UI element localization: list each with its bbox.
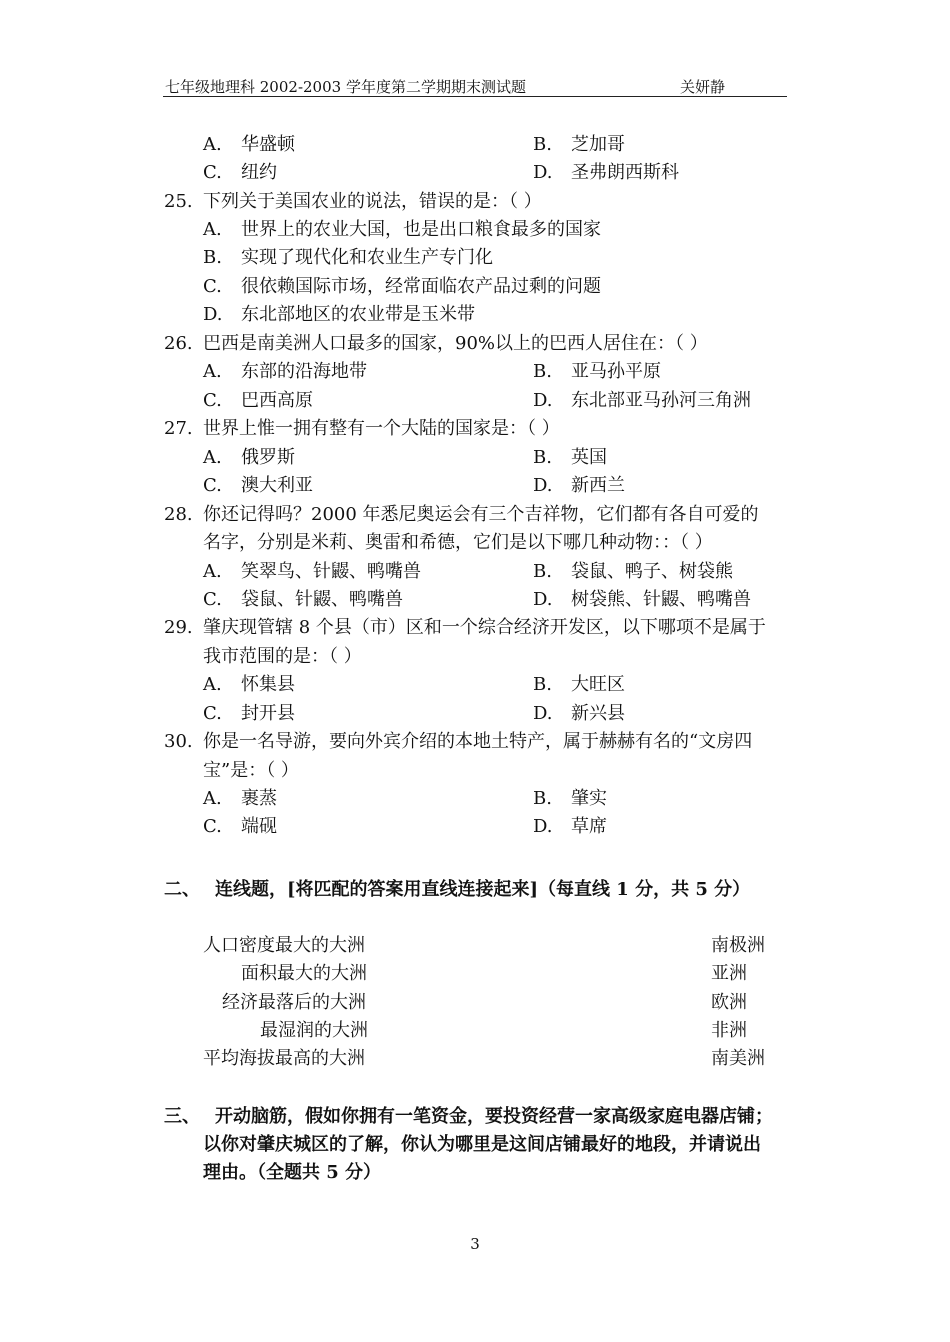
option-c: C. 袋鼠、针鼹、鸭嘴兽 [203,589,403,610]
match-left-item: 平均海拔最高的大洲 [203,1048,365,1069]
section-3-number: 三、 [164,1106,200,1127]
option-c: C. 封开县 [203,703,295,724]
match-left-item: 最湿润的大洲 [260,1020,368,1041]
option-a: A. 东部的沿海地带 [203,361,367,382]
option-c: C. 纽约 [203,162,277,183]
option-b: B. 英国 [533,447,607,468]
option-b: B. 实现了现代化和农业生产专门化 [203,247,493,268]
section-3-line: 以你对肇庆城区的了解，你认为哪里是这间店铺最好的地段，并请说出 [203,1134,761,1155]
header-divider [163,96,787,97]
option-b: B. 芝加哥 [533,134,625,155]
section-2-title: 连线题，[将匹配的答案用直线连接起来]（每直线 1 分，共 5 分） [215,879,751,900]
option-a: A. 世界上的农业大国，也是出口粮食最多的国家 [203,219,601,240]
match-right-item: 非洲 [711,1020,747,1041]
question-stem: 肇庆现管辖 8 个县（市）区和一个综合经济开发区，以下哪项不是属于 [203,617,766,638]
match-right-item: 南极洲 [711,935,765,956]
match-right-item: 南美洲 [711,1048,765,1069]
option-a: A. 怀集县 [203,674,295,695]
option-d: D. 圣弗朗西斯科 [533,162,679,183]
question-number: 29. [164,617,193,638]
match-left-item: 人口密度最大的大洲 [203,935,365,956]
option-d: D. 东北部亚马孙河三角洲 [533,390,751,411]
match-left-item: 经济最落后的大洲 [222,992,366,1013]
option-c: C. 端砚 [203,816,277,837]
option-a: A. 俄罗斯 [203,447,295,468]
option-b: B. 袋鼠、鸭子、树袋熊 [533,561,733,582]
option-c: C. 巴西高原 [203,390,313,411]
question-number: 28. [164,504,193,525]
section-3-line: 理由。（全题共 5 分） [203,1162,382,1183]
question-number: 25. [164,191,193,212]
section-2-number: 二、 [164,879,200,900]
option-d: D. 草席 [533,816,607,837]
question-stem: 你是一名导游，要向外宾介绍的本地土特产，属于赫赫有名的“文房四 [203,731,753,752]
option-d: D. 树袋熊、针鼹、鸭嘴兽 [533,589,751,610]
option-c: C. 很依赖国际市场，经常面临农产品过剩的问题 [203,276,601,297]
question-stem: 名字，分别是米莉、奥雷和希德，它们是以下哪几种动物：：（ ） [203,532,713,553]
question-stem: 巴西是南美洲人口最多的国家，90%以上的巴西人居住在：（ ） [203,333,708,354]
question-stem: 世界上惟一拥有整有一个大陆的国家是：（ ） [203,418,560,439]
question-stem: 宝”是：（ ） [203,760,299,781]
option-b: B. 肇实 [533,788,607,809]
question-stem: 我市范围的是：（ ） [203,646,362,667]
match-right-item: 亚洲 [711,963,747,984]
section-3-line: 开动脑筋，假如你拥有一笔资金，要投资经营一家高级家庭电器店铺； [215,1106,773,1127]
question-number: 26. [164,333,193,354]
option-d: D. 新西兰 [533,475,625,496]
page-number: 3 [470,1235,480,1253]
option-b: B. 亚马孙平原 [533,361,661,382]
option-a: A. 裹蒸 [203,788,277,809]
option-b: B. 大旺区 [533,674,625,695]
question-number: 27. [164,418,193,439]
header-author: 关妍静 [680,78,726,96]
option-c: C. 澳大利亚 [203,475,313,496]
option-d: D. 新兴县 [533,703,625,724]
header-title: 七年级地理科 2002-2003 学年度第二学期期末测试题 [165,78,526,96]
match-left-item: 面积最大的大洲 [241,963,367,984]
option-d: D. 东北部地区的农业带是玉米带 [203,304,475,325]
question-number: 30. [164,731,193,752]
question-stem: 下列关于美国农业的说法，错误的是：（ ） [203,191,542,212]
match-right-item: 欧洲 [711,992,747,1013]
option-a: A. 笑翠鸟、针鼹、鸭嘴兽 [203,561,421,582]
option-a: A. 华盛顿 [203,134,295,155]
question-stem: 你还记得吗？2000 年悉尼奥运会有三个吉祥物，它们都有各自可爱的 [203,504,759,525]
